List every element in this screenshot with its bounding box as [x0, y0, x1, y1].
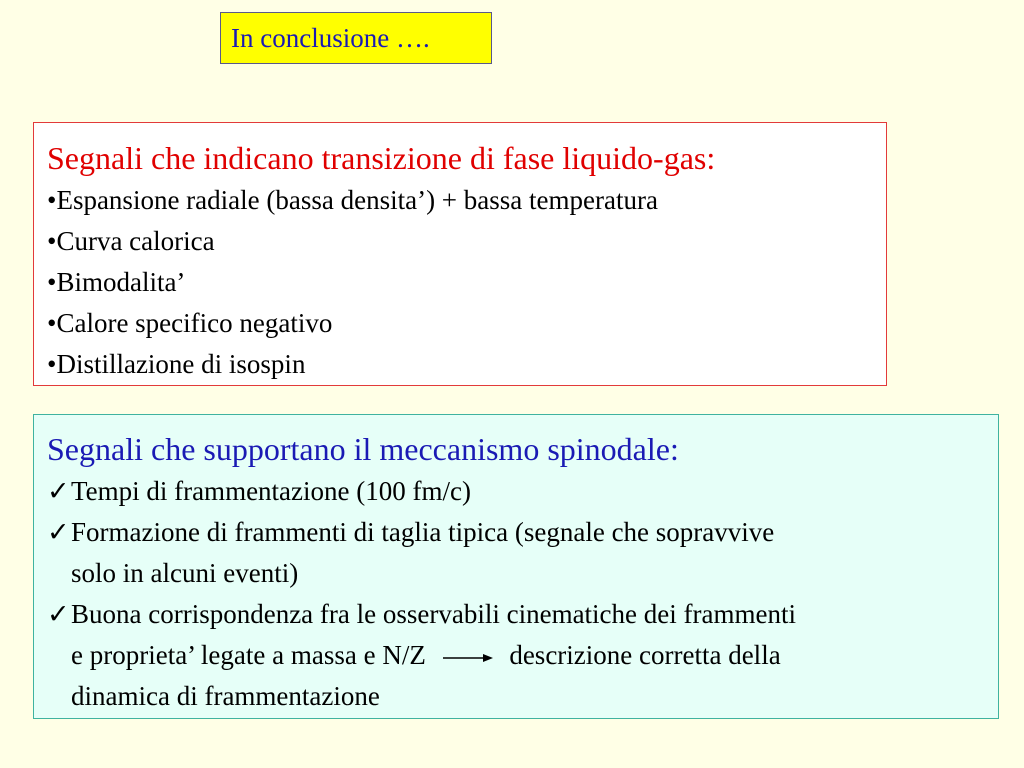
check-item-line: Tempi di frammentazione (100 fm/c) — [71, 476, 471, 506]
bullet-item: •Bimodalita’ — [47, 267, 186, 297]
check-item-line: Buona corrispondenza fra le osservabili cinematiche dei frammenti — [71, 599, 796, 629]
liquid-gas-signals-box — [33, 122, 887, 386]
check-item — [47, 594, 998, 717]
bullet-item: •Curva calorica — [47, 226, 215, 256]
arrow-right-icon — [443, 652, 493, 664]
spinodal-signals-box — [33, 414, 999, 719]
check-item-line: Formazione di frammenti di taglia tipica (segnale che sopravvive — [71, 517, 775, 547]
check-item-line-part: e proprieta’ legate a massa e N/Z — [71, 640, 426, 670]
check-item-line: solo in alcuni eventi) — [71, 558, 299, 588]
bullet-item: •Distillazione di isospin — [47, 349, 306, 379]
check-item-line-part: descrizione corretta della — [509, 640, 781, 670]
check-item-line: dinamica di frammentazione — [71, 681, 380, 711]
check-item — [47, 471, 998, 512]
liquid-gas-signals-heading: Segnali che indicano transizione di fase liquido-gas: — [47, 140, 716, 176]
bullet-item: •Espansione radiale (bassa densita’) + bassa temperatura — [47, 185, 658, 215]
checkmark-icon: ✓ — [47, 476, 70, 506]
bullet-item: •Calore specifico negativo — [47, 308, 333, 338]
checkmark-icon: ✓ — [47, 517, 70, 547]
check-item-line-with-arrow — [71, 635, 998, 676]
spinodal-signals-heading: Segnali che supportano il meccanismo spinodale: — [47, 431, 679, 467]
slide-title — [220, 12, 492, 64]
check-item — [47, 512, 998, 594]
checkmark-icon: ✓ — [47, 599, 70, 629]
slide-title-text: In conclusione …. — [231, 23, 430, 53]
